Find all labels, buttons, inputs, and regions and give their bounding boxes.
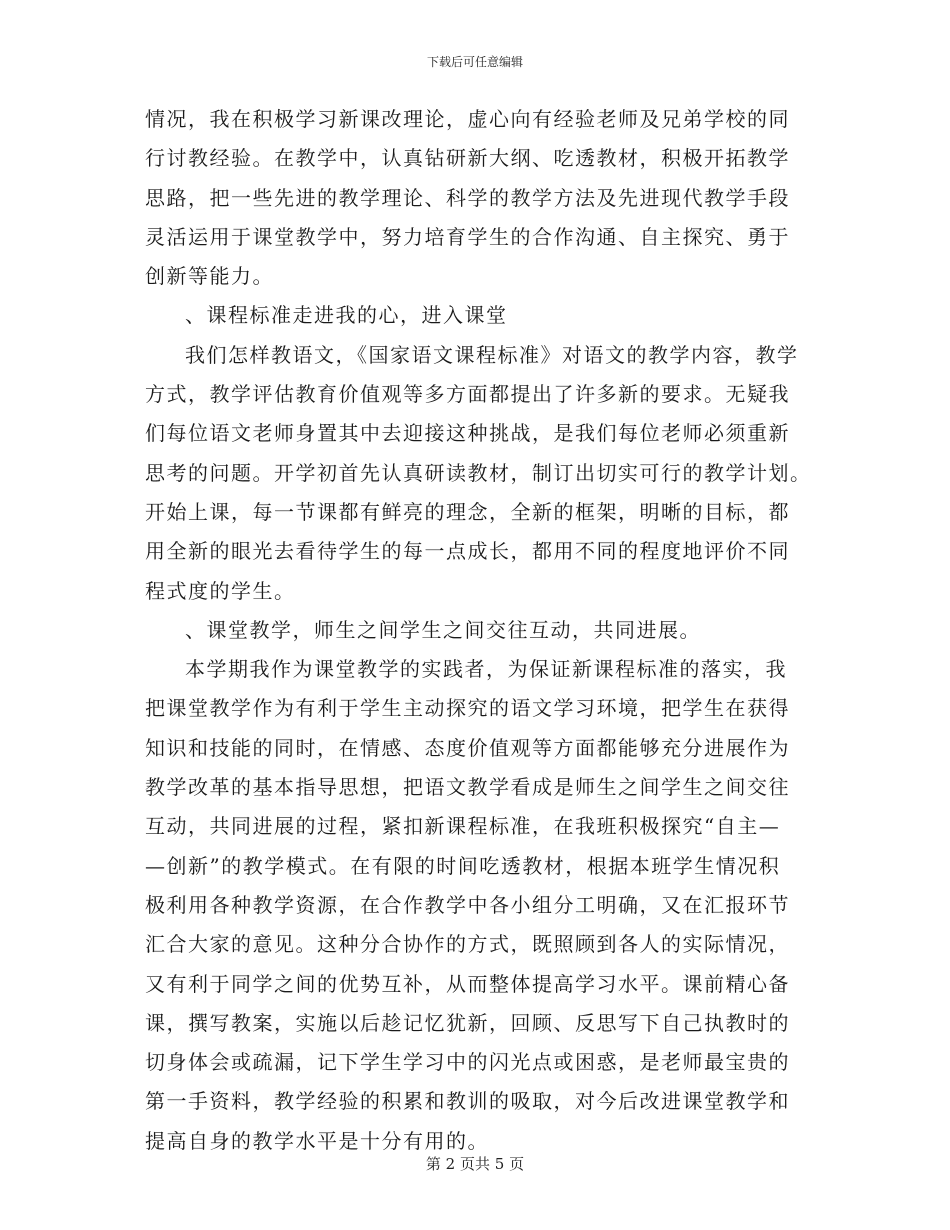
text-line: 知识和技能的同时，在情感、态度价值观等方面都能够充分进展作为	[145, 735, 790, 760]
text-line: 我们怎样教语文，《国家语文课程标准》对语文的教学内容，教学	[185, 342, 799, 367]
text-line: 极利用各种教学资源，在合作教学中各小组分工明确，又在汇报环节	[145, 892, 790, 917]
text-line: 们每位语文老师身置其中去迎接这种挑战，是我们每位老师必须重新	[145, 421, 790, 446]
text-line: —创新”的教学模式。在有限的时间吃透教材，根据本班学生情况积	[145, 853, 781, 878]
text-line: 情况，我在积极学习新课改理论，虚心向有经验老师及兄弟学校的同	[145, 107, 790, 131]
text-line: 创新等能力。	[145, 264, 274, 289]
page-footer: 第 2 页共 5 页	[425, 1155, 525, 1173]
text-line: 课，撰写教案，实施以后趁记忆犹新，回顾、反思写下自己执教时的	[145, 1010, 790, 1035]
text-line: 思路，把一些先进的教学理论、科学的教学方法及先进现代教学手段	[145, 185, 790, 210]
text-line: 、课程标准走进我的心，进入课堂	[185, 303, 508, 328]
text-line: 程式度的学生。	[145, 578, 296, 603]
text-line: 提高自身的教学水平是十分有用的。	[145, 1128, 489, 1153]
page-header: 下载后可任意编辑	[426, 55, 523, 69]
text-line: 用全新的眼光去看待学生的每一点成长，都用不同的程度地评价不同	[145, 539, 790, 564]
text-line: 思考的问题。开学初首先认真研读教材，制订出切实可行的教学计划。	[145, 460, 812, 485]
text-line: 、课堂教学，师生之间学生之间交往互动，共同进展。	[185, 617, 701, 642]
text-line: 本学期我作为课堂教学的实践者，为保证新课程标准的落实，我	[185, 657, 787, 682]
text-line: 教学改革的基本指导思想，把语文教学看成是师生之间学生之间交往	[145, 775, 790, 800]
text-line: 行讨教经验。在教学中，认真钻研新大纲、吃透教材，积极开拓教学	[145, 146, 790, 171]
text-line: 汇合大家的意见。这种分合协作的方式，既照顾到各人的实际情况，	[145, 932, 790, 957]
text-line: 又有利于同学之间的优势互补，从而整体提高学习水平。课前精心备	[145, 971, 790, 996]
text-line: 切身体会或疏漏，记下学生学习中的闪光点或困惑，是老师最宝贵的	[145, 1050, 790, 1075]
text-line: 把课堂教学作为有利于学生主动探究的语文学习环境，把学生在获得	[145, 696, 790, 721]
text-line: 方式，教学评估教育价值观等多方面都提出了许多新的要求。无疑我	[145, 382, 790, 407]
text-line: 互动，共同进展的过程，紧扣新课程标准，在我班积极探究“自主—	[145, 814, 781, 839]
text-line: 开始上课，每一节课都有鲜亮的理念，全新的框架，明晰的目标，都	[145, 499, 790, 524]
text-line: 灵活运用于课堂教学中，努力培育学生的合作沟通、自主探究、勇于	[145, 224, 790, 249]
text-line: 第一手资料，教学经验的积累和教训的吸取，对今后改进课堂教学和	[145, 1089, 790, 1114]
body-text	[145, 100, 825, 1161]
